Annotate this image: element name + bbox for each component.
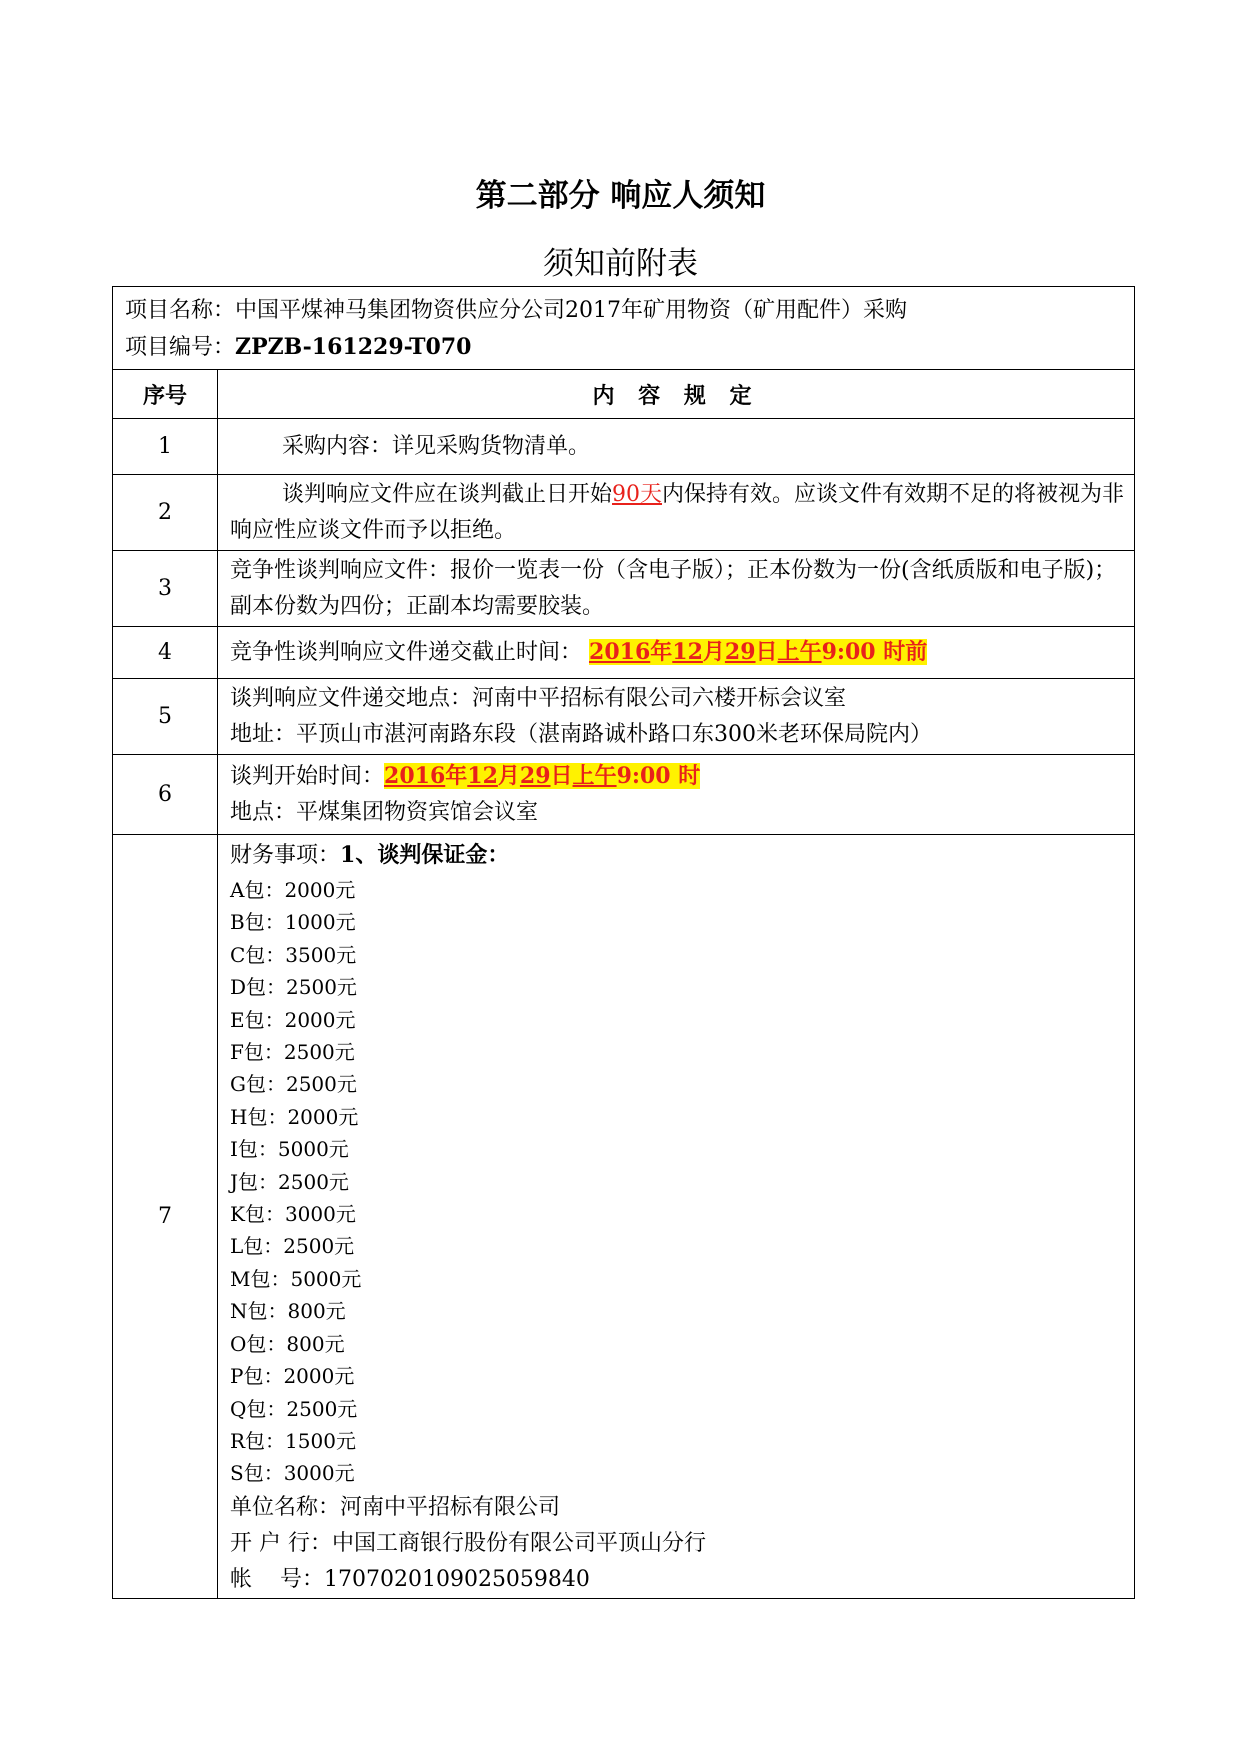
list-item: P包：2000元 bbox=[230, 1364, 355, 1389]
row-number: 7 bbox=[113, 835, 218, 1599]
table-row bbox=[113, 627, 1135, 679]
start-month: 12 bbox=[467, 763, 498, 789]
validity-text-a: 谈判响应文件应在谈判截止日开始 bbox=[282, 481, 613, 507]
table-header-info bbox=[113, 287, 1135, 370]
start-year: 2016 bbox=[384, 763, 446, 789]
deadline-day: 29 bbox=[724, 639, 756, 665]
deadline-year-unit: 年 bbox=[650, 639, 673, 665]
list-item: D包：2500元 bbox=[230, 975, 357, 1000]
list-item: A包：2000元 bbox=[230, 878, 356, 902]
deadline-am: 上午 bbox=[777, 639, 822, 665]
list-item: L包：2500元 bbox=[230, 1234, 355, 1259]
start-month-unit: 月 bbox=[497, 763, 520, 789]
row-number: 6 bbox=[113, 755, 218, 835]
start-time: 9:00 bbox=[616, 763, 671, 789]
row-number: 4 bbox=[113, 627, 218, 679]
finance-label-line bbox=[230, 837, 1124, 874]
row-content bbox=[218, 627, 1135, 679]
account-bank: 开 户 行：中国工商银行股份有限公司平顶山分行 bbox=[230, 1530, 706, 1556]
project-info-cell bbox=[113, 287, 1135, 370]
list-item: Q包：2500元 bbox=[230, 1396, 358, 1421]
start-am: 上午 bbox=[572, 763, 617, 789]
list-item: I包：5000元 bbox=[230, 1137, 349, 1162]
list-item: F包：2500元 bbox=[230, 1040, 355, 1065]
start-time-label: 谈判开始时间： bbox=[230, 764, 385, 789]
deadline-datetime bbox=[589, 639, 927, 665]
deadline-day-unit: 日 bbox=[755, 639, 778, 665]
row-number: 5 bbox=[113, 679, 218, 755]
list-item: E包：2000元 bbox=[230, 1007, 356, 1032]
page-title: 第二部分 响应人须知 bbox=[475, 178, 766, 214]
list-item: O包：800元 bbox=[230, 1331, 345, 1356]
list-item: K包：3000元 bbox=[230, 1202, 356, 1227]
project-no-line bbox=[125, 329, 1124, 366]
meeting-location: 地点：平煤集团物资宾馆会议室 bbox=[230, 800, 539, 825]
project-no: ZPZB-161229-T070 bbox=[235, 333, 472, 360]
list-item: G包：2500元 bbox=[230, 1072, 357, 1097]
deadline-month: 12 bbox=[672, 639, 703, 665]
submit-address: 地址：平顶山市湛河南路东段（湛南路诚朴路口东300米老环保局院内） bbox=[230, 721, 932, 747]
start-suffix: 时 bbox=[670, 763, 701, 789]
finance-label: 财务事项： bbox=[230, 843, 341, 868]
notice-table bbox=[112, 286, 1135, 1599]
column-header-row bbox=[113, 370, 1135, 419]
row-content: 采购内容：详见采购货物清单。 bbox=[218, 419, 1135, 475]
page-subtitle: 须知前附表 bbox=[543, 246, 698, 282]
account-unit-name: 单位名称：河南中平招标有限公司 bbox=[230, 1494, 561, 1520]
deposit-label: 1、谈判保证金： bbox=[340, 842, 510, 868]
row-number: 2 bbox=[113, 475, 218, 551]
table-row bbox=[113, 679, 1135, 755]
project-name-line bbox=[125, 293, 1124, 329]
start-time-line bbox=[230, 758, 1124, 795]
row-number: 3 bbox=[113, 551, 218, 627]
table-row bbox=[113, 475, 1135, 551]
list-item: J包：2500元 bbox=[230, 1169, 349, 1194]
project-name: 中国平煤神马集团物资供应分公司2017年矿用物资（矿用配件）采购 bbox=[235, 297, 908, 323]
start-day: 29 bbox=[519, 763, 551, 789]
account-number: 帐 号：1707020109025059840 bbox=[230, 1566, 590, 1592]
list-item: B包：1000元 bbox=[230, 910, 356, 935]
row-number: 1 bbox=[113, 419, 218, 475]
validity-text-b: 内保持有效。应谈文件有效期不足的将被视为非响应性应谈文件而予以拒绝。 bbox=[230, 481, 1125, 543]
table-row bbox=[113, 755, 1135, 835]
list-item: M包：5000元 bbox=[230, 1266, 362, 1291]
deadline-month-unit: 月 bbox=[702, 639, 725, 665]
list-item: S包：3000元 bbox=[230, 1461, 355, 1486]
validity-days: 90天 bbox=[612, 481, 663, 507]
list-item: H包：2000元 bbox=[230, 1104, 359, 1129]
table-row bbox=[113, 551, 1135, 627]
row-content bbox=[218, 679, 1135, 755]
project-no-label: 项目编号： bbox=[125, 334, 236, 360]
list-item: N包：800元 bbox=[230, 1299, 346, 1324]
deadline-time: 9:00 bbox=[821, 639, 876, 665]
row-content bbox=[218, 475, 1135, 551]
package-list bbox=[230, 874, 1124, 1490]
table-row bbox=[113, 419, 1135, 475]
start-datetime bbox=[384, 763, 700, 789]
submit-location: 谈判响应文件递交地点：河南中平招标有限公司六楼开标会议室 bbox=[230, 685, 847, 711]
list-item: R包：1500元 bbox=[230, 1428, 356, 1453]
row-content bbox=[218, 835, 1135, 1599]
table-row bbox=[113, 835, 1135, 1599]
column-header-content: 内 容 规 定 bbox=[218, 370, 1135, 419]
row-content bbox=[218, 755, 1135, 835]
deadline-label: 竞争性谈判响应文件递交截止时间： bbox=[230, 640, 583, 665]
list-item: C包：3500元 bbox=[230, 942, 357, 967]
column-header-seq: 序号 bbox=[113, 370, 218, 419]
project-name-label: 项目名称： bbox=[125, 297, 236, 323]
deadline-suffix: 时前 bbox=[875, 639, 928, 665]
start-day-unit: 日 bbox=[550, 763, 573, 789]
deadline-year: 2016 bbox=[589, 639, 651, 665]
row-content: 竞争性谈判响应文件：报价一览表一份（含电子版）；正本份数为一份(含纸质版和电子版)；副本份数为四份；正副本均需要胶装。 bbox=[218, 551, 1135, 627]
start-year-unit: 年 bbox=[445, 763, 468, 789]
